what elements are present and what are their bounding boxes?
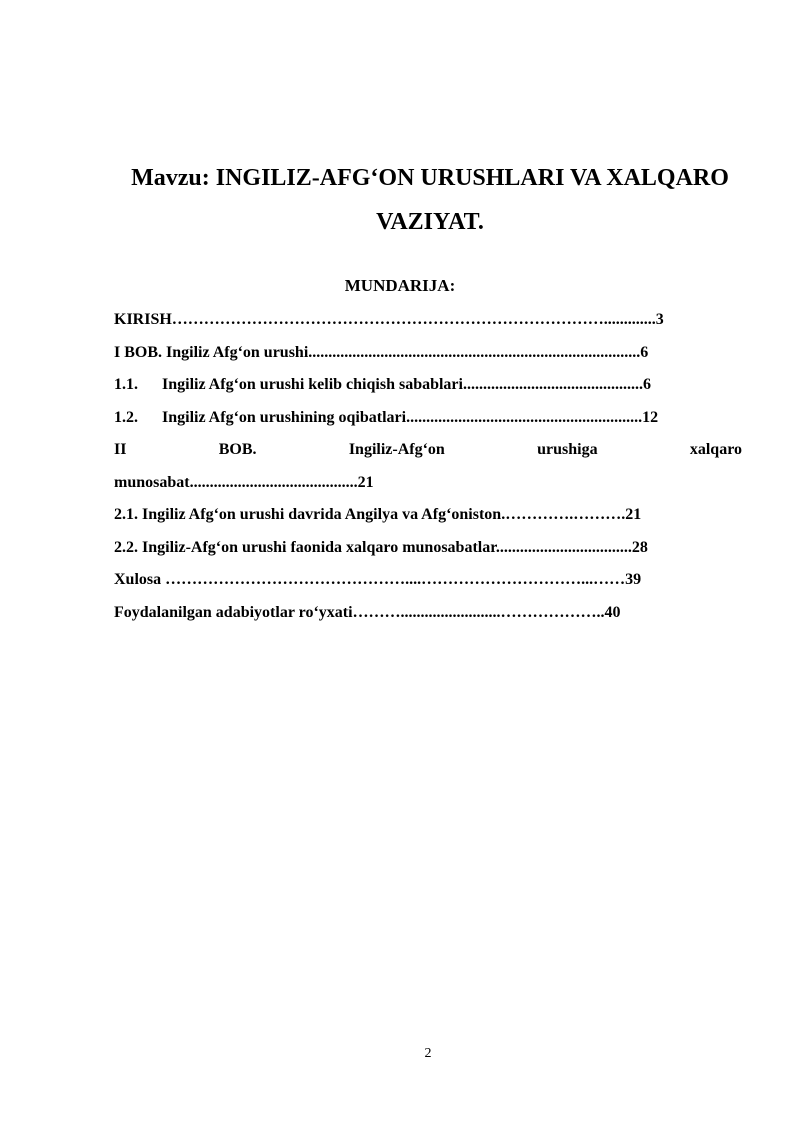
toc-word: BOB. [218,441,257,458]
toc-entry-2-1[interactable]: 2.1. Ingiliz Afg‘on urushi davrida Angilya va Afg‘oniston.………….……….21 [114,506,642,523]
toc-entry-bibliography[interactable]: Foydalanilgan adabiyotlar ro‘yxati……….........................………………..40 [114,603,621,621]
table-of-contents [114,309,742,634]
toc-entry-chapter-2[interactable] [114,439,742,472]
toc-entry-number: 1.2. [114,408,138,426]
toc-entry-xulosa[interactable]: Xulosa ………………………………………....…………………………...……39 [114,571,642,588]
title-line-2: VAZIYAT. [376,209,484,235]
toc-entry-chapter-2-continuation[interactable]: munosabat..........................................21 [114,473,374,491]
toc-entry-number: 1.1. [114,376,138,393]
toc-entry-2-2[interactable]: 2.2. Ingiliz-Afg‘on urushi faonida xalqaro munosabatlar..................................28 [114,538,648,556]
toc-word: II [114,441,127,458]
toc-word: urushiga [537,441,598,458]
document-title [60,156,800,244]
page-number: 2 [424,1046,432,1061]
title-line-1: Mavzu: INGILIZ-AFG‘ON URUSHLARI VA XALQARO [131,165,729,191]
toc-entry-1-2[interactable] [114,407,742,440]
toc-entry-kirish[interactable]: KIRISH……………………………………………………………………….............3 [114,311,664,328]
toc-word: Ingiliz-Afg‘on [348,441,445,458]
toc-entry-1-1[interactable] [114,374,742,407]
toc-entry-chapter-1[interactable]: I BOB. Ingiliz Afg‘on urushi...................................................................................6 [114,343,649,361]
toc-heading: MUNDARIJA: [344,276,456,295]
toc-word: xalqaro [689,441,742,458]
toc-entry-text: Ingiliz Afg‘on urushining oqibatlari...........................................................12 [162,408,659,426]
toc-entry-text: Ingiliz Afg‘on urushi kelib chiqish sabablari.............................................6 [162,376,651,393]
